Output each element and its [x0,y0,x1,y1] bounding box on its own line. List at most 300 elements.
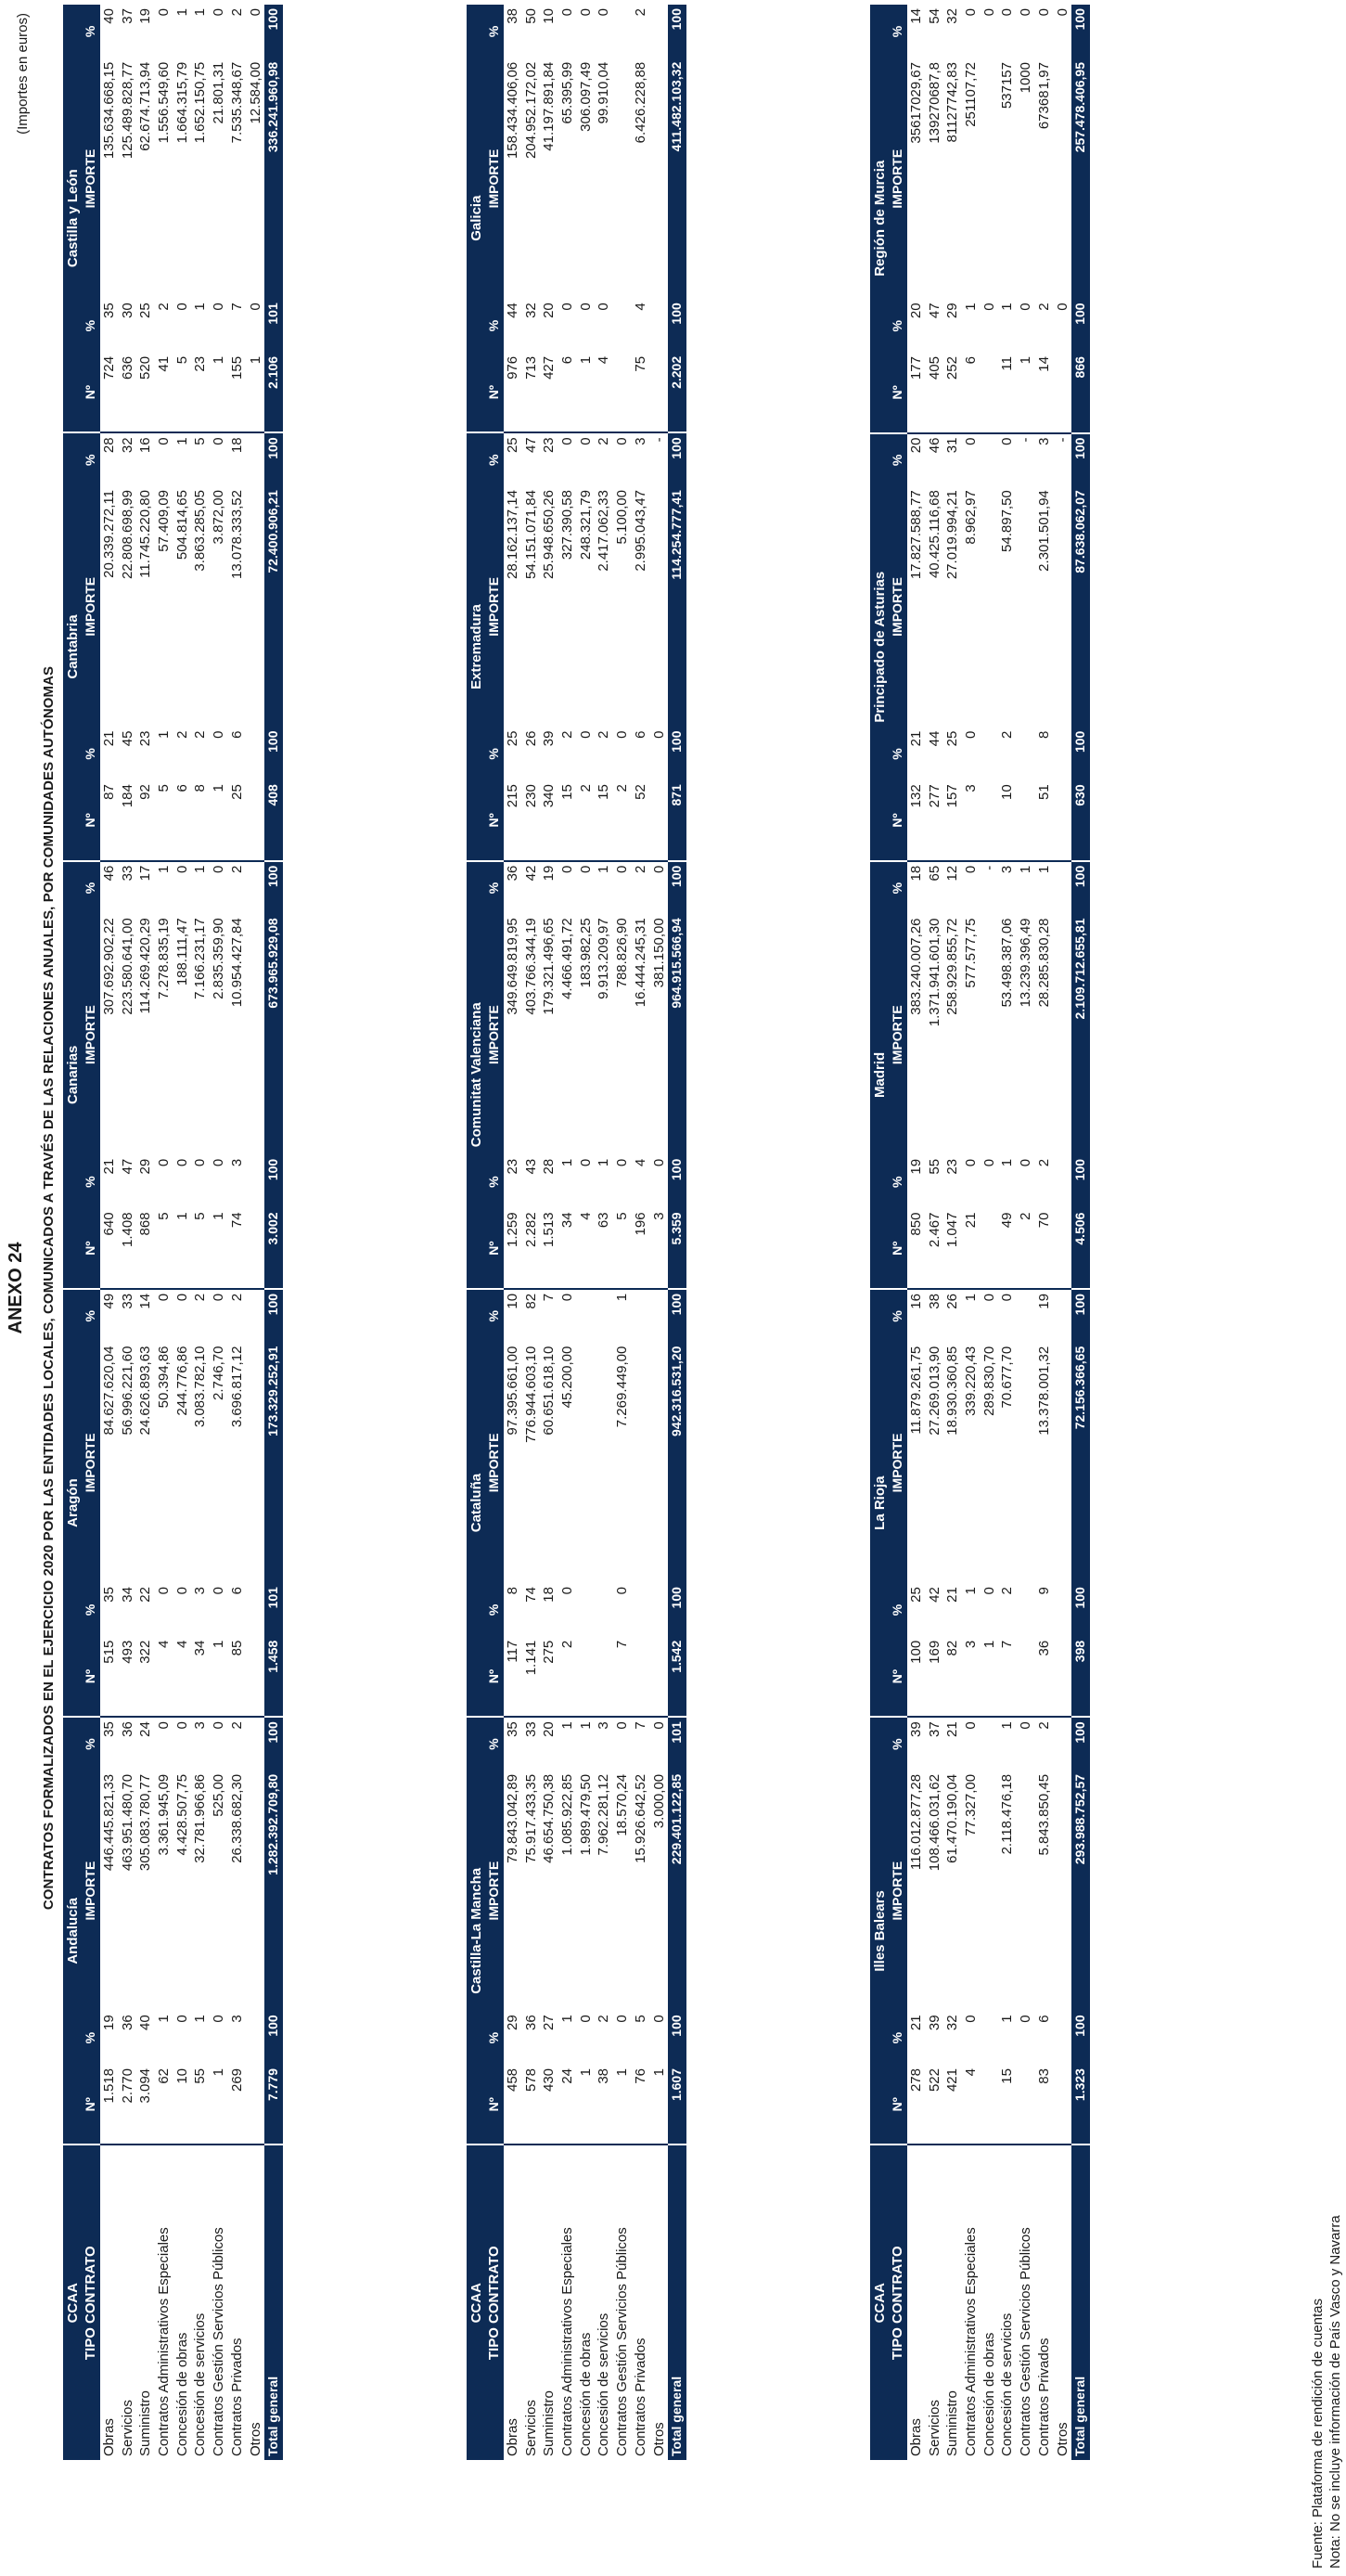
table-row [228,5,247,2460]
cell-pct: 19 [541,865,558,882]
cell-pct: 36 [505,865,521,882]
cell-pct [1053,1583,1071,1637]
cell-num: 275 [540,1637,558,1717]
cell-pct: 32 [944,8,961,24]
cell-importe: 18.930.360,85 [944,1346,961,1436]
total-row [264,5,283,2460]
cell-importe: 114.254.777,41 [668,486,686,727]
cell-num: 578 [521,2065,540,2145]
cell-num: 184 [118,780,136,860]
cell-importe: 11.745.220,80 [137,490,154,578]
cell-pct: 2 [999,730,1016,739]
cell-pct: 2 [228,865,245,873]
table-row [907,5,926,2460]
row-label: Concesión de obras [981,2332,997,2456]
col-header-num: Nº [82,780,100,860]
cell-pct: 6 [632,730,648,739]
cell-pct: 8 [505,1587,521,1595]
cell-importe: 1.652.150,75 [192,61,209,144]
contracts-table [467,5,686,2460]
cell-pct: 19 [908,1158,925,1175]
cell-pct [649,1583,668,1637]
cell-pct: 35 [101,1721,118,1737]
cell-num: 76 [632,2065,650,2145]
cell-pct [1017,728,1035,781]
total-row [1071,5,1090,2460]
cell-importe: 577.577,75 [963,918,980,988]
cell-importe: 336.241.960,98 [264,58,283,299]
cell-num: 1 [576,353,595,432]
cell-importe: 75.917.433,35 [522,1773,539,1863]
col-header-importe: IMPORTE [485,914,504,1154]
row-label: Concesión de servicios [999,2312,1016,2456]
cell-num: 2.106 [264,353,283,432]
cell-pct: 0 [156,1721,173,1730]
cell-pct: 36 [119,1721,135,1737]
cell-num: 2 [576,780,595,860]
cell-pct: 2 [1035,303,1052,311]
cell-pct: 44 [926,730,942,747]
table-row [1017,5,1035,2460]
cell-num: 21 [962,1209,981,1289]
cell-num: 1 [173,1208,191,1288]
cell-importe [632,1343,650,1583]
cell-num: 976 [504,353,522,432]
cell-num: 5 [191,1208,210,1288]
col-header-importe: IMPORTE [889,58,907,299]
cell-pct: 2 [192,730,209,739]
cell-pct: - [1018,437,1034,443]
cell-importe: 2.301.501,94 [1035,490,1052,572]
cell-pct: 100 [668,861,686,915]
cell-pct: 0 [156,1293,173,1302]
ccaa-header: CCAA [870,2145,889,2460]
cell-num: 75 [632,353,650,432]
table-row [521,5,540,2460]
cell-pct: 28 [101,437,118,454]
cell-pct: 1 [963,1587,980,1595]
cell-importe: 3.361.945,09 [156,1773,173,1856]
region-header: Illes Balears [870,1717,889,2145]
cell-importe: 24.626.893,63 [137,1346,154,1436]
cell-pct: 22 [137,1587,154,1603]
col-header-num: Nº [82,1208,100,1288]
row-label: Suministro [541,2390,558,2456]
cell-importe: 446.445.821,33 [101,1773,118,1872]
cell-num: 6 [558,353,577,432]
cell-pct: 0 [173,865,190,873]
row-label: Obras [505,2418,521,2456]
cell-pct: 12 [944,865,961,882]
cell-num: 100 [907,1637,926,1717]
cell-pct: 21 [101,1158,118,1175]
cell-num: 132 [907,780,926,860]
cell-pct: 2 [192,1293,209,1302]
row-label: Otros [1054,2422,1070,2456]
cell-pct: 0 [211,1721,227,1730]
cell-pct: 16 [908,1294,925,1309]
cell-pct: - [981,865,997,870]
cell-importe: 293.988.752,57 [1071,1771,1090,2011]
cell-num: 421 [943,2065,962,2145]
cell-pct: 0 [192,1158,209,1167]
region-header: Cataluña [467,1289,485,1717]
cell-importe: 2.995.043,47 [632,490,648,572]
cell-num: 340 [540,780,558,860]
cell-pct: 0 [596,8,612,17]
cell-pct [1053,2011,1071,2065]
cell-importe: 525,00 [211,1773,227,1817]
cell-pct: 29 [944,303,961,319]
cell-importe: 383.240.007,26 [908,918,925,1015]
row-label: Contratos Gestión Servicios Públicos [1018,2227,1034,2456]
cell-importe: 2.746,70 [211,1346,227,1400]
cell-pct: 33 [522,1721,539,1737]
cell-num: 1.542 [668,1637,686,1717]
cell-pct: 100 [264,432,283,486]
cell-num: 4 [595,353,613,432]
cell-num: 230 [521,780,540,860]
cell-importe [1017,1343,1035,1583]
cell-pct: 37 [119,8,135,24]
cell-pct [613,299,632,353]
cell-importe [1053,1343,1071,1583]
cell-pct [246,861,264,915]
cell-importe: 463.951.480,70 [119,1773,135,1872]
cell-pct: 101 [668,1717,686,1771]
cell-pct: 50 [522,8,539,24]
col-header-importe: IMPORTE [82,1343,100,1583]
cell-pct [613,5,632,58]
cell-num: 34 [191,1637,210,1717]
cell-num: 52 [632,780,650,860]
cell-pct: 2 [156,303,173,311]
cell-num: 6 [962,353,981,432]
cell-num: 1 [649,2065,668,2145]
cell-pct [576,1583,595,1637]
cell-num: 49 [998,1209,1017,1289]
cell-num [246,1637,264,1717]
cell-num: 493 [118,1637,136,1717]
cell-num: 74 [228,1208,247,1288]
table-block-1 [63,5,283,2460]
region-header: Cantabria [63,432,82,860]
row-label: Servicios [119,2400,135,2456]
cell-importe: 251107,72 [963,62,980,127]
cell-importe: 40.425.116,68 [926,490,942,579]
cell-importe: 248.321,79 [577,490,594,560]
cell-pct: 0 [559,1293,576,1302]
cell-num: 8 [191,780,210,860]
cell-pct: 0 [963,2015,980,2023]
cell-pct: 1 [192,865,209,873]
cell-importe: 204.952.172,02 [522,61,539,160]
table-row [649,5,668,2460]
cell-num: 85 [228,1637,247,1717]
cell-pct: 19 [137,8,154,24]
cell-pct: 0 [963,1158,980,1167]
col-header-num: Nº [485,780,504,860]
cell-importe: 673.965.929,08 [264,914,283,1154]
cell-pct: 6 [228,1587,245,1595]
cell-num [246,1208,264,1288]
col-header-importe: IMPORTE [82,1771,100,2011]
cell-importe: 79.843.042,89 [505,1773,521,1863]
cell-num: 3.002 [264,1208,283,1288]
cell-num: 4 [173,1637,191,1717]
cell-num: 25 [228,780,247,860]
cell-num: 10 [998,780,1017,860]
cell-importe: 5.100,00 [614,490,631,545]
cell-pct: 2 [228,1721,245,1730]
region-header: Comunitat Valenciana [467,861,485,1289]
cell-pct [1017,1583,1035,1637]
row-label: Concesión de obras [173,2332,190,2456]
table-row [540,5,558,2460]
cell-importe: 116.012.877,28 [908,1773,925,1871]
cell-pct [980,433,998,487]
cell-num: 398 [1071,1637,1090,1717]
cell-importe: 411.482.103,32 [668,58,686,299]
cell-pct: 46 [926,437,942,454]
cell-importe: 11.879.261,75 [908,1346,925,1435]
cell-pct: 29 [505,2015,521,2031]
cell-num: 4 [962,2065,981,2145]
cell-importe: 46.654.750,38 [541,1773,558,1863]
cell-pct: 2 [1035,1158,1052,1167]
cell-pct: 25 [908,1587,925,1603]
cell-importe: 28.285.830,28 [1035,918,1052,1008]
cell-pct: 1 [999,1158,1016,1167]
cell-pct: 32 [944,2015,961,2031]
contracts-table [63,5,283,2460]
cell-pct: 21 [908,2015,925,2031]
col-header-importe: IMPORTE [485,486,504,727]
ccaa-header: CCAA [467,2145,485,2460]
col-header-pct: % [485,1155,504,1209]
cell-pct: 3 [228,2015,245,2023]
cell-pct: 0 [650,2015,667,2023]
cell-pct: 0 [981,303,997,311]
cell-pct: 0 [1018,8,1034,17]
row-label: Contratos Privados [228,2338,245,2456]
cell-pct: 18 [541,1587,558,1603]
cell-pct: 0 [650,1158,667,1167]
region-header: Andalucía [63,1717,82,2145]
col-header-num: Nº [82,1637,100,1717]
cell-num [1017,2065,1035,2145]
cell-importe: 27.019.994,21 [944,490,961,580]
row-label: Concesión de servicios [192,2312,209,2456]
cell-pct: 0 [156,1158,173,1167]
table-row [576,5,595,2460]
cell-num: 7.779 [264,2065,283,2145]
cell-importe: 17.827.588,77 [908,490,925,580]
cell-importe: 1.664.315,79 [173,61,190,144]
cell-importe: 3.696.817,12 [228,1346,245,1428]
cell-pct [1053,1289,1071,1343]
col-header-importe: IMPORTE [889,914,907,1154]
cell-num: 850 [907,1209,926,1289]
row-label: Total general [1071,2145,1090,2460]
cell-importe: 4.466.491,72 [559,918,576,999]
cell-importe: 788.826,90 [614,918,631,988]
row-label: Total general [668,2145,686,2460]
cell-pct: 100 [668,5,686,58]
cell-pct: 2 [596,2015,612,2023]
row-label: Otros [650,2422,667,2456]
cell-num: 87 [100,780,119,860]
cell-importe: 3.863.285,05 [192,490,209,572]
cell-num [649,1637,668,1717]
table-row [191,5,210,2460]
cell-num [980,2065,998,2145]
cell-num: 522 [925,2065,943,2145]
row-label: Concesión de obras [577,2332,594,2456]
cell-importe: 139270687,8 [926,62,942,144]
cell-pct: 0 [650,1721,667,1730]
cell-importe: 307.692.902,22 [101,918,118,1015]
cell-importe [649,1343,668,1583]
cell-num: 11 [998,353,1017,432]
cell-num: 1.518 [100,2065,119,2145]
cell-importe: 942.316.531,20 [668,1343,686,1583]
cell-importe: 28.162.137,14 [505,490,521,579]
cell-num: 1 [210,1208,228,1288]
cell-num: 177 [907,353,926,432]
table-row [1035,5,1054,2460]
cell-num: 82 [943,1637,962,1717]
tipo-contrato-header: TIPO CONTRATO [889,2145,907,2460]
cell-importe: 223.580.641,00 [119,918,135,1015]
cell-importe: 339.220,43 [963,1346,980,1416]
row-label: Servicios [926,2400,942,2456]
cell-pct: 1 [192,2015,209,2023]
cell-num [613,353,632,432]
cell-pct: 2 [596,437,612,445]
cell-pct: 1 [596,1158,612,1167]
cell-num: 36 [1035,1637,1054,1717]
cell-importe: 13.239.396,49 [1018,918,1034,1008]
cell-pct: 0 [1018,2015,1034,2023]
cell-pct: 0 [211,1158,227,1167]
cell-pct: 101 [264,299,283,353]
cell-num: 62 [155,2065,173,2145]
cell-importe: 87.638.062,07 [1071,486,1090,727]
cell-pct: 0 [577,437,594,445]
cell-num: 3 [962,1637,981,1717]
row-label: Contratos Gestión Servicios Públicos [614,2227,631,2456]
cell-pct: 45 [119,730,135,747]
cell-importe [649,486,668,727]
cell-importe: 8.962,97 [963,490,980,545]
table-row [943,5,962,2460]
cell-num: 51 [1035,780,1054,860]
row-label: Contratos Administrativos Especiales [559,2227,576,2456]
cell-pct: 100 [264,1289,283,1343]
tipo-contrato-header: TIPO CONTRATO [82,2145,100,2460]
cell-importe: 1.282.392.709,80 [264,1771,283,2011]
cell-pct [632,1289,650,1343]
cell-importe: 54.151.071,84 [522,490,539,579]
cell-num: 4.506 [1071,1209,1090,1289]
cell-importe: 2.835.359,90 [211,918,227,999]
cell-pct: 0 [981,1294,997,1302]
cell-num: 1.408 [118,1208,136,1288]
cell-pct: 21 [908,730,925,747]
cell-num: 5 [173,353,191,432]
table-row [632,5,650,2460]
cell-num: 1.607 [668,2065,686,2145]
cell-num: 6 [173,780,191,860]
cell-pct: 8 [1035,730,1052,739]
cell-pct: 1 [999,303,1016,311]
cell-importe: 26.338.682,30 [228,1773,245,1863]
cell-importe: 964.915.566,94 [668,914,686,1154]
cell-importe: 1.085.922,85 [559,1773,576,1856]
row-label: Otros [247,2422,263,2456]
col-header-pct: % [485,728,504,781]
row-label: Suministro [944,2390,961,2456]
col-header-pct: % [82,299,100,353]
cell-pct: 20 [541,303,558,318]
cell-pct: 1 [156,2015,173,2023]
col-header-pct: % [889,861,907,915]
cell-importe: 258.929.855,72 [944,918,961,1015]
cell-num: 15 [998,2065,1017,2145]
cell-pct: 43 [522,1158,539,1175]
col-header-pct: % [82,5,100,58]
cell-importe: 776.944.603,10 [522,1346,539,1443]
cell-pct [1053,1155,1071,1209]
cell-pct: 0 [173,1293,190,1302]
cell-num: 871 [668,780,686,860]
cell-importe [980,58,998,299]
cell-importe: 7.962.281,12 [596,1773,612,1856]
cell-pct: 36 [119,2015,135,2030]
cell-pct [246,1583,264,1637]
cell-pct: 0 [173,303,190,311]
cell-num: 215 [504,780,522,860]
cell-importe: 70.677,70 [999,1346,1016,1409]
cell-pct: 0 [211,2015,227,2023]
cell-importe: 7.269.449,00 [614,1346,631,1428]
cell-num: 2 [1017,1209,1035,1289]
cell-pct: 1 [1018,865,1034,874]
row-label: Contratos Privados [1035,2338,1052,2456]
cell-importe: 257.478.406,95 [1071,58,1090,299]
cell-pct: 25 [505,730,521,747]
cell-importe: 56.996.221,60 [119,1346,135,1436]
cell-pct: 5 [192,437,209,445]
cell-pct [246,1717,264,1771]
cell-importe: 2.417.062,33 [596,490,612,572]
cell-pct: 14 [908,8,925,24]
table-row [504,5,522,2460]
cell-importe: 84.627.620,04 [101,1346,118,1436]
cell-num: 1 [980,1637,998,1717]
cell-pct: 100 [668,1583,686,1637]
cell-pct: 0 [614,1587,631,1595]
cell-pct: 20 [541,1721,558,1737]
cell-pct: 0 [614,730,631,739]
cell-pct: 0 [1035,8,1052,17]
cell-pct: 29 [137,1158,154,1175]
cell-pct: 0 [211,865,227,873]
cell-importe: 158.434.406,06 [505,61,521,160]
cell-pct: 100 [668,1155,686,1209]
cell-pct: 0 [577,865,594,873]
